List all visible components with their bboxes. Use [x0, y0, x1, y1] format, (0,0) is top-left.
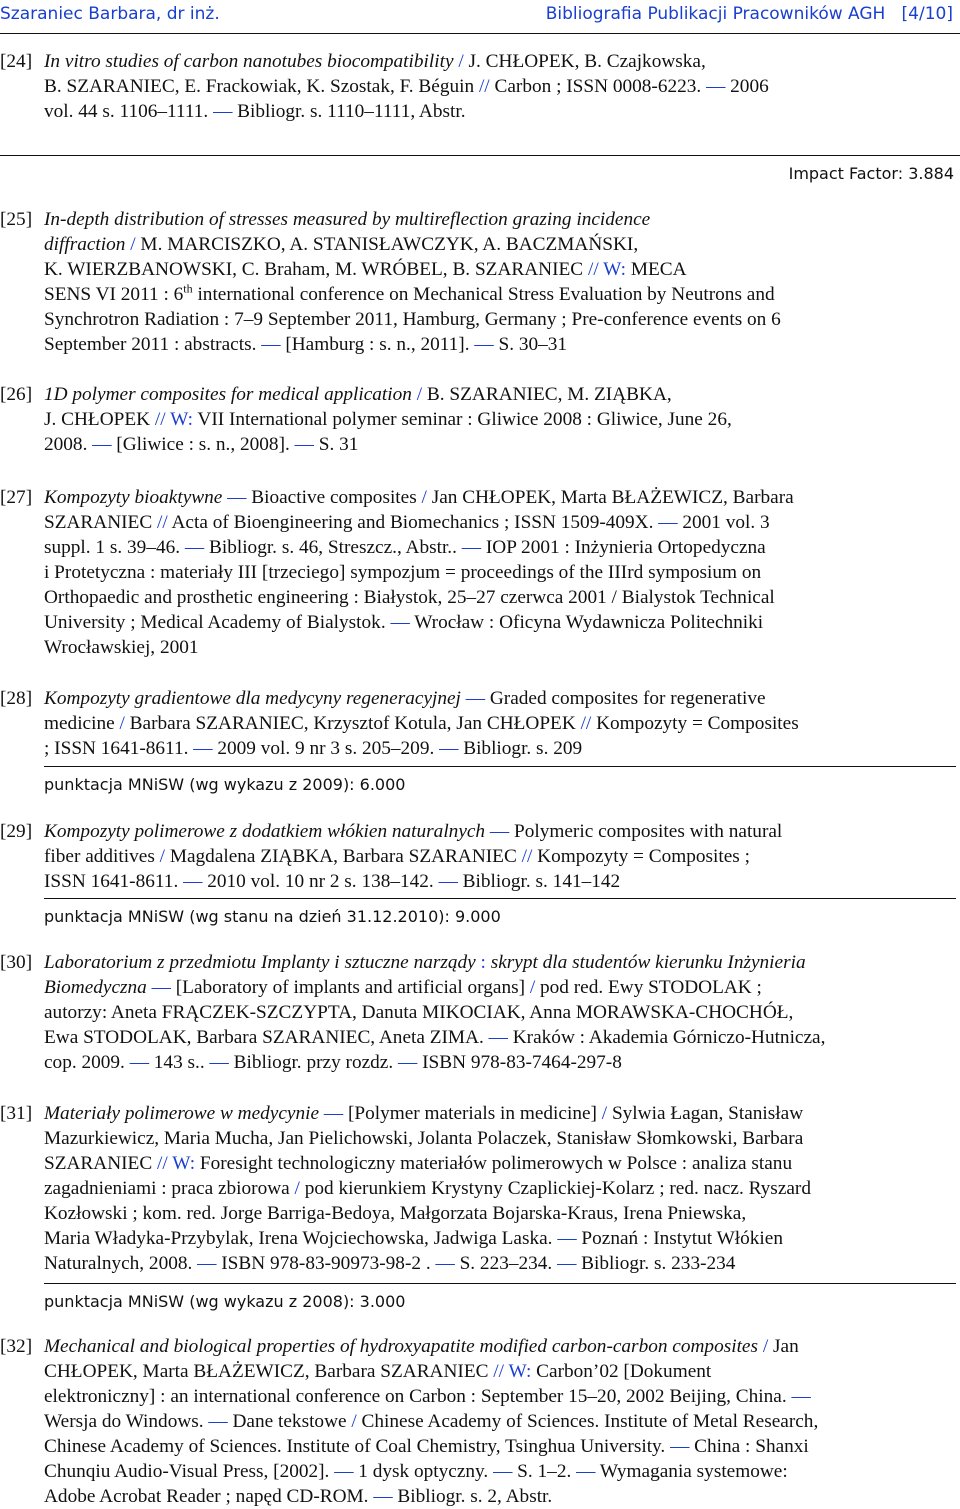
citation-line: Chunqiu Audio-Visual Press, [2002]. — 1 dysk optyczny. — S. 1–2. — Wymagania systemowe:: [44, 1461, 788, 1482]
separator: //: [478, 76, 490, 97]
separator: /: [601, 1103, 608, 1124]
citation-line: 2008. — [Gliwice : s. n., 2008]. — S. 31: [44, 434, 359, 455]
separator: //: [493, 1361, 504, 1382]
separator: /: [130, 234, 136, 255]
citation-line: B. SZARANIEC, E. Frackowiak, K. Szostak, F. Béguin // Carbon ; ISSN 0008-6223. — 2006: [44, 76, 769, 97]
metric-rule: [44, 766, 956, 767]
citation-line: zagadnieniami : praca zbiorowa / pod kierunkiem Krystyny Czaplickiej-Kolarz ; red. nacz. Ryszard: [44, 1178, 811, 1199]
entry-citation: [44, 207, 956, 357]
separator: /: [458, 51, 464, 72]
publication-title-segment: Materiały polimerowe w medycynie: [44, 1103, 320, 1124]
entry-metric: Impact Factor: 3.884: [788, 164, 954, 183]
publication-title-segment: 1D polymer composites for medical application: [44, 384, 412, 405]
citation-line: Materiały polimerowe w medycynie — [Polymer materials in medicine] / Sylwia Łagan, Stanisław: [44, 1103, 804, 1124]
citation-line: University ; Medical Academy of Bialystok. — Wrocław : Oficyna Wydawnicza Politechniki: [44, 612, 764, 633]
separator: —: [576, 1461, 596, 1482]
separator: —: [461, 537, 482, 558]
entry-number: [29]: [0, 821, 33, 842]
citation-line: Kompozyty polimerowe z dodatkiem włókien naturalnych — Polymeric composites with natural: [44, 821, 783, 842]
separator: —: [493, 1461, 513, 1482]
entry-citation: [44, 382, 956, 457]
entry-number: [26]: [0, 384, 33, 405]
separator: /: [351, 1411, 357, 1432]
citation-line: Maria Władyka-Przybylak, Irena Wojciechowska, Jadwiga Laska. — Poznań : Instytut Włókien: [44, 1228, 783, 1249]
page-header-right: [546, 4, 953, 24]
separator: //: [587, 259, 599, 280]
separator: /: [421, 487, 427, 508]
separator: W:: [508, 1361, 532, 1382]
separator: —: [557, 1253, 577, 1274]
citation-line: Ewa STODOLAK, Barbara SZARANIEC, Aneta ZIMA. — Kraków : Akademia Górniczo-Hutnicza,: [44, 1027, 826, 1048]
entry-number: [25]: [0, 209, 33, 230]
separator: —: [438, 871, 458, 892]
separator: —: [557, 1228, 577, 1249]
separator: /: [294, 1178, 300, 1199]
citation-line: ISSN 1641-8611. — 2010 vol. 10 nr 2 s. 138–142. — Bibliogr. s. 141–142: [44, 871, 621, 892]
separator: —: [706, 76, 726, 97]
separator: —: [474, 334, 494, 355]
citation-line: elektroniczny] : an international conference on Carbon : September 15–20, 2002 Beijing, China. —: [44, 1386, 811, 1407]
separator: /: [159, 846, 166, 867]
entry-number: [24]: [0, 51, 33, 72]
entry-metric: punktacja MNiSW (wg wykazu z 2009): 6.000: [44, 775, 406, 794]
separator: —: [209, 1052, 229, 1073]
separator: W:: [170, 409, 193, 430]
publication-title-segment: Laboratorium z przedmiotu Implanty i sztuczne narządy: [44, 952, 476, 973]
citation-line: suppl. 1 s. 39–46. — Bibliogr. s. 46, Streszcz., Abstr.. — IOP 2001 : Inżynieria Ortopedyczna: [44, 537, 766, 558]
page-indicator: [4/10]: [901, 4, 953, 24]
entry-metric: punktacja MNiSW (wg stanu na dzień 31.12.2010): 9.000: [44, 907, 501, 926]
separator: //: [521, 846, 533, 867]
metric-rule: [44, 898, 956, 899]
citation-line: medicine / Barbara SZARANIEC, Krzysztof Kotula, Jan CHŁOPEK // Kompozyty = Composites: [44, 713, 799, 734]
entry-number: [30]: [0, 952, 33, 973]
metric-rule: [0, 155, 960, 156]
entry-citation: [44, 49, 956, 124]
citation-line: Kozłowski ; kom. red. Jorge Barriga-Bedoya, Małgorzata Bojarska-Kraus, Irena Pniewska,: [44, 1203, 747, 1224]
publication-title-segment: diffraction: [44, 234, 126, 255]
separator: —: [334, 1461, 354, 1482]
separator: —: [670, 1436, 690, 1457]
separator: —: [465, 688, 486, 709]
citation-line: Mazurkiewicz, Maria Mucha, Jan Pielichowski, Jolanta Polaczek, Stanisław Słomkowski, Barbara: [44, 1128, 804, 1149]
separator: —: [129, 1052, 149, 1073]
separator: //: [157, 512, 168, 533]
separator: —: [213, 101, 233, 122]
separator: —: [488, 1027, 508, 1048]
citation-line: K. WIERZBANOWSKI, C. Braham, M. WRÓBEL, B. SZARANIEC // W: MECA: [44, 259, 687, 280]
citation-line: cop. 2009. — 143 s.. — Bibliogr. przy rozdz. — ISBN 978-83-7464-297-8: [44, 1052, 622, 1073]
citation-line: Kompozyty bioaktywne — Bioactive composites / Jan CHŁOPEK, Marta BŁAŻEWICZ, Barbara: [44, 487, 794, 508]
publication-title-segment: In-depth distribution of stresses measured by multireflection grazing incidence: [44, 209, 651, 230]
separator: //: [154, 409, 166, 430]
citation-line: i Protetyczna : materiały III [trzeciego] sympozjum = proceedings of the IIIrd symposium on: [44, 562, 762, 583]
separator: —: [373, 1486, 393, 1507]
citation-line: Kompozyty gradientowe dla medycyny regeneracyjnej — Graded composites for regenerative: [44, 688, 766, 709]
citation-line: autorzy: Aneta FRĄCZEK-SZCZYPTA, Danuta MIKOCIAK, Anna MORAWSKA-CHOCHÓŁ,: [44, 1002, 794, 1023]
publication-title-segment: skrypt dla studentów kierunku Inżynieria: [490, 952, 806, 973]
separator: —: [323, 1103, 344, 1124]
separator: —: [791, 1386, 811, 1407]
citation-line: [44, 950, 956, 975]
entry-number: [31]: [0, 1103, 33, 1124]
citation-line: Mechanical and biological properties of hydroxyapatite modified carbon-carbon composites / Jan: [44, 1336, 799, 1357]
citation-line: ; ISSN 1641-8611. — 2009 vol. 9 nr 3 s. 205–209. — Bibliogr. s. 209: [44, 738, 583, 759]
citation-line: J. CHŁOPEK // W: VII International polymer seminar : Gliwice 2008 : Gliwice, June 26,: [44, 409, 732, 430]
entry-metric: punktacja MNiSW (wg wykazu z 2008): 3.000: [44, 1292, 406, 1311]
separator: /: [416, 384, 423, 405]
separator: —: [390, 612, 410, 633]
publication-title-segment: Kompozyty gradientowe dla medycyny regeneracyjnej: [44, 688, 461, 709]
publication-title-segment: Kompozyty polimerowe z dodatkiem włókien naturalnych: [44, 821, 486, 842]
entry-number: [28]: [0, 688, 33, 709]
header-rule: [0, 33, 960, 34]
citation-line: Orthopaedic and prosthetic engineering : Białystok, 25–27 czerwca 2001 / Bialystok Technical: [44, 587, 775, 608]
separator: —: [183, 871, 203, 892]
entry-citation: [44, 485, 956, 660]
separator: —: [435, 1253, 455, 1274]
publication-title-segment: Biomedyczna: [44, 977, 147, 998]
separator: /: [762, 1336, 769, 1357]
citation-line: [44, 207, 956, 232]
separator: —: [294, 434, 314, 455]
entry-citation: [44, 1334, 956, 1509]
entry-citation: [44, 686, 956, 761]
separator: W:: [603, 259, 627, 280]
separator: —: [92, 434, 112, 455]
citation-line: Synchrotron Radiation : 7–9 September 2011, Hamburg, Germany ; Pre-conference events on 6: [44, 309, 781, 330]
separator: —: [489, 821, 510, 842]
citation-line: Wersja do Windows. — Dane tekstowe / Chinese Academy of Sciences. Institute of Metal Research,: [44, 1411, 819, 1432]
entry-citation: [44, 1101, 956, 1276]
citation-line: SZARANIEC // Acta of Bioengineering and Biomechanics ; ISSN 1509-409X. — 2001 vol. 3: [44, 512, 770, 533]
separator: :: [480, 952, 486, 973]
separator: //: [157, 1153, 168, 1174]
separator: —: [151, 977, 171, 998]
entry-number: [27]: [0, 487, 33, 508]
separator: /: [529, 977, 536, 998]
separator: —: [208, 1411, 228, 1432]
publication-title-segment: Mechanical and biological properties of hydroxyapatite modified carbon-carbon composites: [44, 1336, 758, 1357]
citation-line: diffraction / M. MARCISZKO, A. STANISŁAWCZYK, A. BACZMAŃSKI,: [44, 234, 639, 255]
author-name: Szaraniec Barbara, dr inż.: [0, 4, 220, 24]
separator: —: [658, 512, 678, 533]
citation-line: fiber additives / Magdalena ZIĄBKA, Barbara SZARANIEC // Kompozyty = Composites ;: [44, 846, 750, 867]
citation-line: In vitro studies of carbon nanotubes biocompatibility / J. CHŁOPEK, B. Czajkowska,: [44, 51, 706, 72]
citation-line: Naturalnych, 2008. — ISBN 978-83-90973-98-2 . — S. 223–234. — Bibliogr. s. 233-234: [44, 1253, 736, 1274]
citation-line: Wrocławskiej, 2001: [44, 637, 199, 658]
page-header: [0, 0, 960, 30]
citation-line: 1D polymer composites for medical application / B. SZARANIEC, M. ZIĄBKA,: [44, 384, 672, 405]
entry-citation: [44, 950, 956, 1075]
separator: —: [227, 487, 247, 508]
citation-line: SZARANIEC // W: Foresight technologiczny materiałów polimerowych w Polsce : analiza stanu: [44, 1153, 793, 1174]
citation-line: September 2011 : abstracts. — [Hamburg : s. n., 2011]. — S. 30–31: [44, 334, 568, 355]
citation-line: vol. 44 s. 1106–1111. — Bibliogr. s. 1110–1111, Abstr.: [44, 101, 466, 122]
citation-line: SENS VI 2011 : 6th international conference on Mechanical Stress Evaluation by Neutrons and: [44, 281, 775, 305]
separator: —: [261, 334, 281, 355]
separator: —: [197, 1253, 217, 1274]
separator: —: [398, 1052, 418, 1073]
citation-line: Adobe Acrobat Reader ; napęd CD-ROM. — Bibliogr. s. 2, Abstr.: [44, 1486, 553, 1507]
separator: /: [119, 713, 125, 734]
citation-line: Biomedyczna — [Laboratory of implants and artificial organs] / pod red. Ewy STODOLAK ;: [44, 977, 762, 998]
separator: —: [184, 537, 205, 558]
separator: —: [193, 738, 213, 759]
entry-number: [32]: [0, 1336, 33, 1357]
superscript: th: [183, 281, 193, 296]
citation-line: CHŁOPEK, Marta BŁAŻEWICZ, Barbara SZARANIEC // W: Carbon’02 [Dokument: [44, 1361, 712, 1382]
separator: W:: [172, 1153, 196, 1174]
publication-title-segment: Kompozyty bioaktywne: [44, 487, 223, 508]
separator: //: [580, 713, 592, 734]
metric-rule: [44, 1283, 956, 1284]
separator: —: [439, 738, 459, 759]
publication-title-segment: In vitro studies of carbon nanotubes biocompatibility: [44, 51, 454, 72]
entry-citation: [44, 819, 956, 894]
bibliography-title: Bibliografia Publikacji Pracowników AGH: [545, 4, 886, 24]
citation-line: Chinese Academy of Sciences. Institute of Coal Chemistry, Tsinghua University. — China : Shanxi: [44, 1436, 809, 1457]
